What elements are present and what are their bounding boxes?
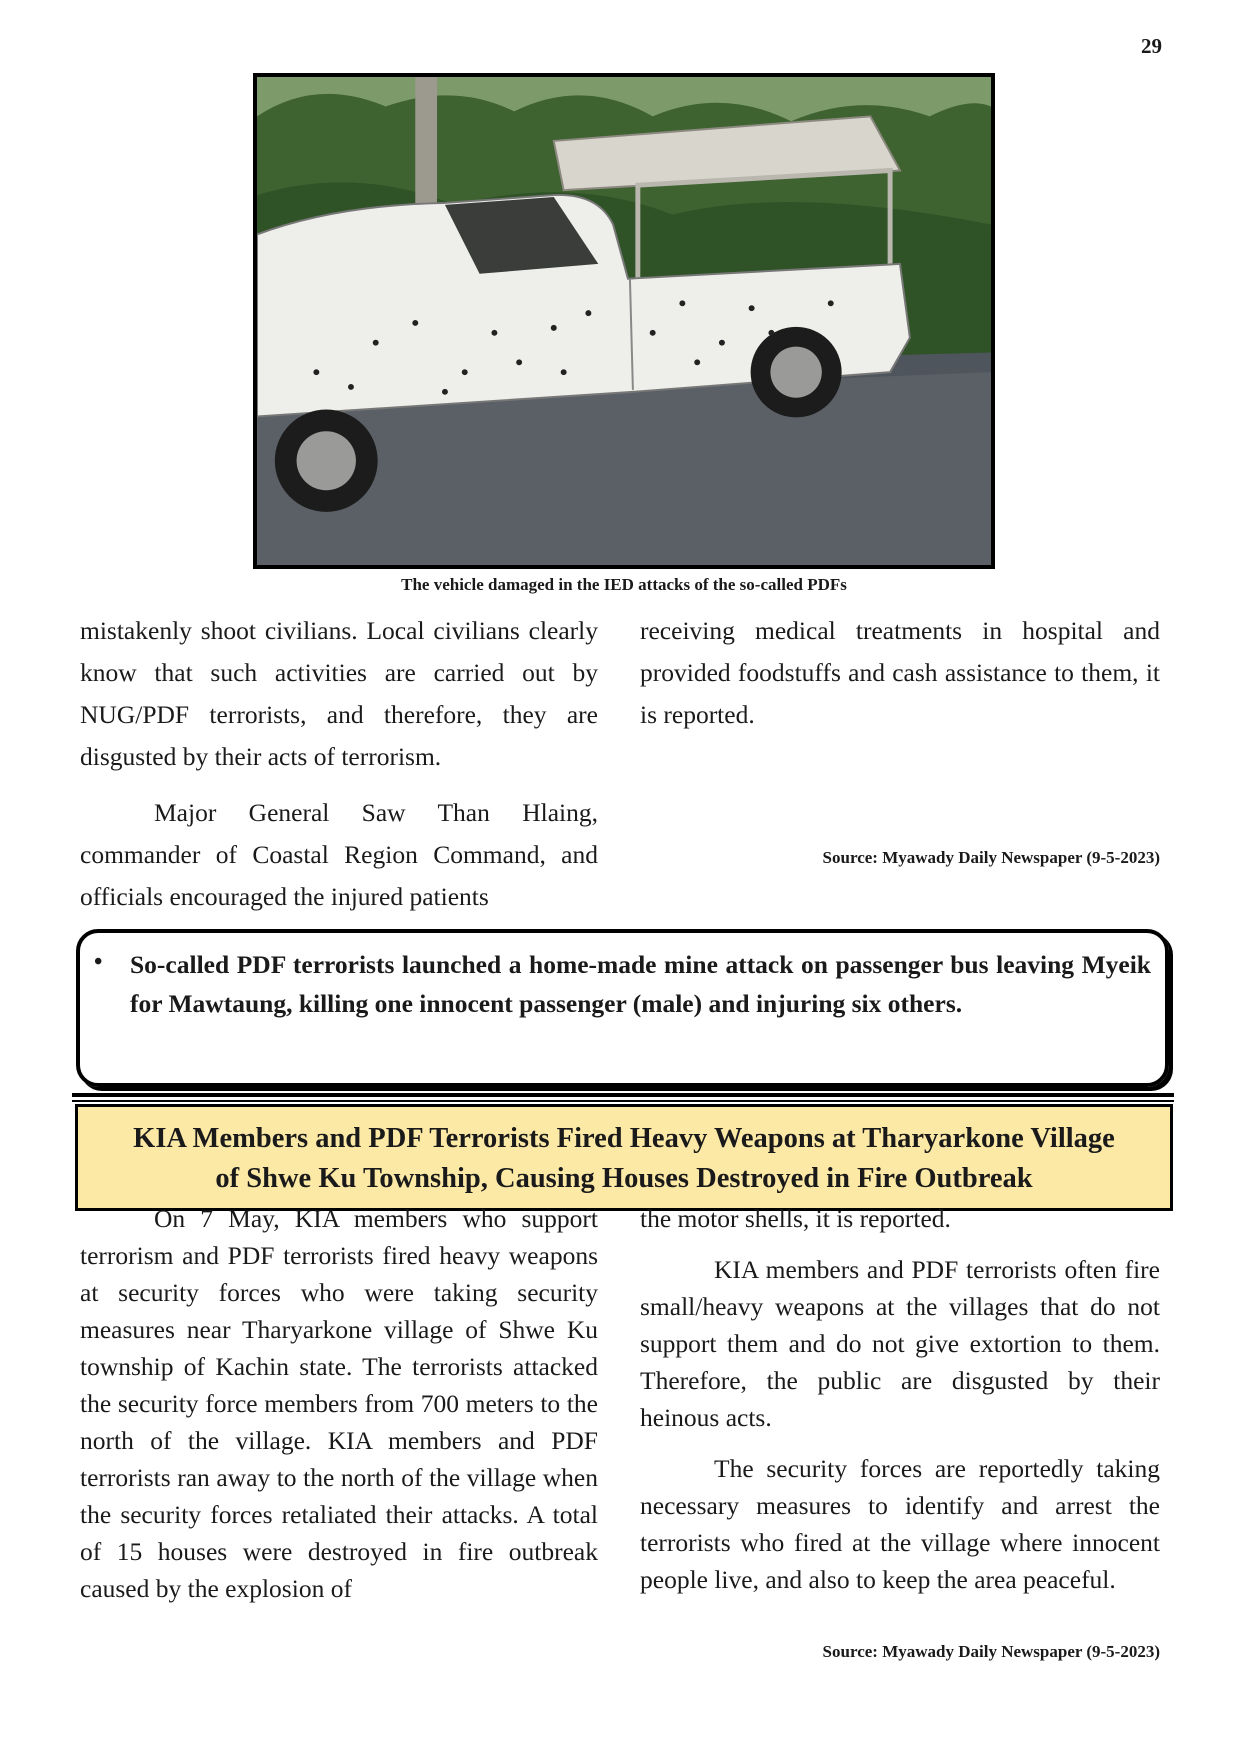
highlight-text: So-called PDF terrorists launched a home-made mine attack on passenger bus leaving Myeik for Mawtaung, killing one innocent passenger (male) and injuring six others. (130, 950, 1151, 1018)
article2-headline (75, 1104, 1173, 1211)
divider (72, 1093, 1174, 1097)
bullet-icon: • (94, 949, 103, 975)
article2-paragraph: KIA members and PDF terrorists often fire small/heavy weapons at the villages that do not support them and do not give extortion to them. Therefore, the public are disgusted by their heinous acts. (640, 1255, 1160, 1432)
page-number: 29 (1141, 34, 1162, 58)
headline-line: of Shwe Ku Township, Causing Houses Destroyed in Fire Outbreak (215, 1163, 1033, 1194)
article2-source: Source: Myawady Daily Newspaper (9-5-2023) (822, 1642, 1160, 1661)
article1-left-column (80, 610, 598, 918)
article1-right-column (640, 610, 1160, 736)
article2-left-column (80, 1200, 598, 1607)
article1-paragraph: receiving medical treatments in hospital and provided foodstuffs and cash assistance to them, it is reported. (640, 616, 1160, 729)
highlight-box (76, 929, 1169, 1087)
article2-right-column (640, 1200, 1160, 1598)
article2-paragraph: the motor shells, it is reported. (640, 1204, 951, 1233)
photo-caption: The vehicle damaged in the IED attacks of the so-called PDFs (401, 575, 847, 594)
damaged-pickup-truck-image (257, 77, 991, 565)
article1-paragraph: Major General Saw Than Hlaing, commander of Coastal Region Command, and officials encouraged the injured patients (80, 798, 598, 911)
article1-paragraph: mistakenly shoot civilians. Local civilians clearly know that such activities are carried out by NUG/PDF terrorists, and therefore, they are disgusted by their acts of terrorism. (80, 616, 598, 771)
article2-paragraph: On 7 May, KIA members who support terrorism and PDF terrorists fired heavy weapons at security forces who were taking security measures near Tharyarkone village of Shwe Ku township of Kachin state. The terrorists attacked the security force members from 700 meters to the north of the village. KIA members and PDF terrorists ran away to the north of the village when the security forces retaliated their attacks. A total of 15 houses were destroyed in fire outbreak caused by the explosion of (80, 1204, 598, 1603)
article1-source: Source: Myawady Daily Newspaper (9-5-2023) (822, 848, 1160, 867)
article2-paragraph: The security forces are reportedly taking necessary measures to identify and arrest the terrorists who fired at the village where innocent people live, and also to keep the area peaceful. (640, 1454, 1160, 1594)
headline-line: KIA Members and PDF Terrorists Fired Heavy Weapons at Tharyarkone Village (133, 1123, 1115, 1154)
divider (72, 1100, 1174, 1102)
vehicle-photo (253, 73, 995, 569)
